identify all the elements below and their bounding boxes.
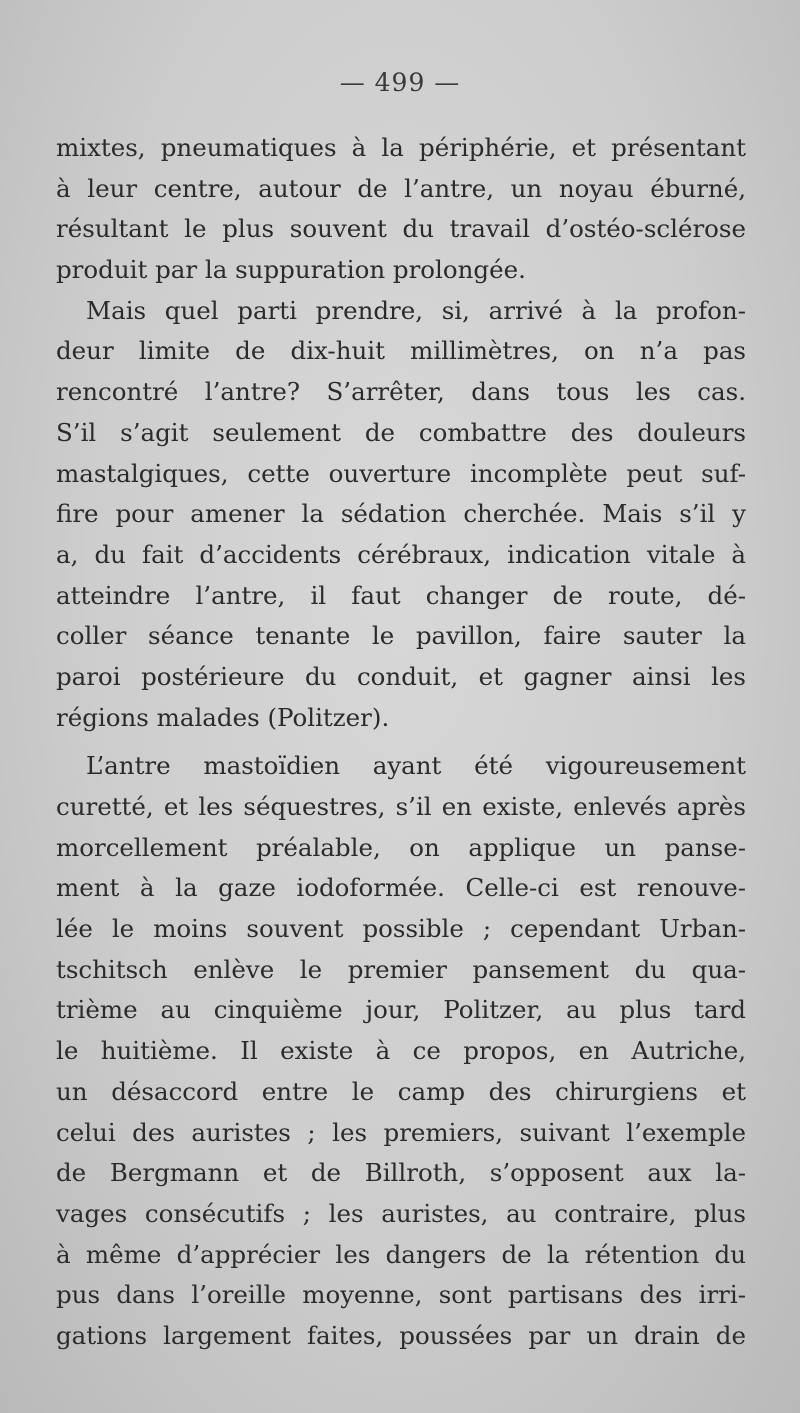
text-line: fire pour amener la sédation cherchée. Mais s’il y (56, 499, 746, 529)
text-line: le huitième. Il existe à ce propos, en Autriche, (56, 1036, 746, 1066)
text-line: curetté, et les séquestres, s’il en existe, enlevés après (56, 792, 746, 821)
text-line: celui des auristes ; les premiers, suivant l’exemple (56, 1117, 746, 1147)
text-line: de Bergmann et de Billroth, s’opposent aux la- (56, 1158, 746, 1188)
body-text (56, 128, 746, 1357)
text-line: résultant le plus souvent du travail d’ostéo-sclérose (56, 214, 746, 244)
text-line: ment à la gaze iodoformée. Celle-ci est renouve- (56, 873, 746, 903)
text-line: a, du fait d’accidents cérébraux, indication vitale à (56, 539, 746, 569)
text-line: paroi postérieure du conduit, et gagner ainsi les (56, 661, 746, 691)
text-line: S’il s’agit seulement de combattre des douleurs (56, 417, 746, 447)
text-line: trième au cinquième jour, Politzer, au plus tard (56, 995, 746, 1025)
text-line: pus dans l’oreille moyenne, sont partisans des irri- (56, 1280, 746, 1310)
text-line: mixtes, pneumatiques à la périphérie, et présentant (56, 133, 746, 162)
text-line: morcellement préalable, on applique un panse- (56, 832, 746, 862)
text-line: à même d’apprécier les dangers de la rétention du (56, 1239, 746, 1269)
text-line: L’antre mastoïdien ayant été vigoureusement (86, 751, 746, 781)
text-line: coller séance tenante le pavillon, faire sauter la (56, 621, 746, 651)
text-line: lée le moins souvent possible ; cependant Urban- (56, 914, 746, 944)
text-line: tschitsch enlève le premier pansement du qua- (56, 954, 746, 984)
text-line: régions malades (Politzer). (56, 702, 390, 732)
text-line: rencontré l’antre? S’arrêter, dans tous les cas. (56, 377, 746, 407)
text-line: vages consécutifs ; les auristes, au contraire, plus (56, 1198, 746, 1228)
text-line: à leur centre, autour de l’antre, un noyau éburné, (56, 173, 746, 203)
text-line: deur limite de dix-huit millimètres, on n’a pas (56, 336, 746, 366)
text-line: gations largement faites, poussées par un drain de (56, 1320, 746, 1350)
text-line: produit par la suppuration prolongée. (56, 255, 526, 285)
text-line: Mais quel parti prendre, si, arrivé à la profon- (86, 295, 746, 325)
page-number: — 499 — (339, 68, 461, 97)
text-line: mastalgiques, cette ouverture incomplète peut suf- (56, 458, 746, 488)
text-line: un désaccord entre le camp des chirurgiens et (56, 1076, 746, 1106)
paragraph-gap (56, 738, 746, 746)
text-line: atteindre l’antre, il faut changer de route, dé- (56, 580, 746, 610)
